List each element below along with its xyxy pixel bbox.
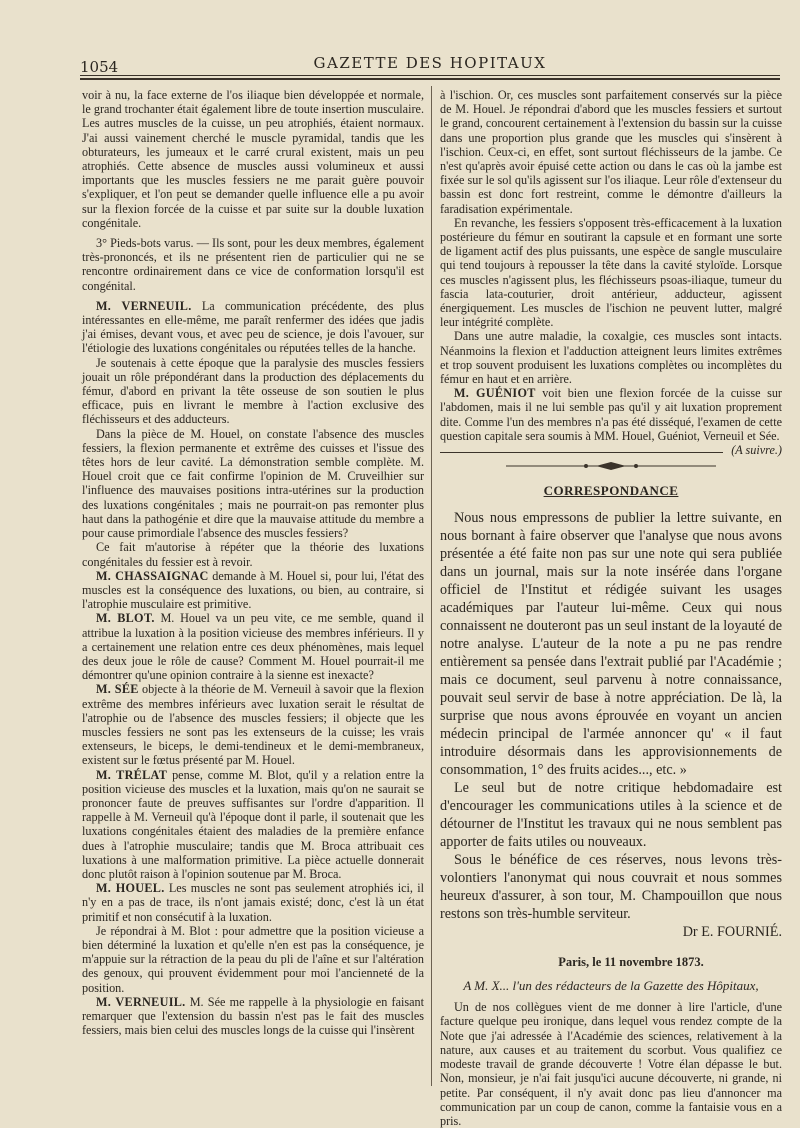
to-be-continued: (A suivre.) xyxy=(731,443,782,458)
page-number: 1054 xyxy=(80,58,119,76)
paragraph: Le seul but de notre critique hebdomadaire est d'encourager les communications utiles à la science et de détourner de l'Institut les travaux qui ne nous semblent pas apporter de faits utiles ou nouveaux. xyxy=(440,780,782,851)
paragraph: Sous le bénéfice de ces réserves, nous levons très-volontiers l'anonymat qui nous couvrait et nous sommes heureux d'assurer, à son tour, M. Champouillon que nous restons son très-humble serviteur. xyxy=(440,852,782,923)
right-column xyxy=(440,88,782,1128)
paragraph: Je répondrai à M. Blot : pour admettre que la position vicieuse a bien déterminé la luxation et qu'elle n'en est pas la conséquence, je m'appuie sur la rétraction de la peau du pli de l'aîne et sur l'altération des genoux, qui prouvent évidemment pour moi l'ancienneté de la position. xyxy=(82,923,424,995)
header-rule xyxy=(80,75,780,76)
speaker-name: M. TRÉLAT xyxy=(96,767,168,782)
letter-addressee: A M. X... l'un des rédacteurs de la Gazette des Hôpitaux, xyxy=(463,978,759,994)
speech-text: Les muscles ne sont pas seulement atrophiés ici, il n'y en a pas de trace, ils n'ont jamais existé; donc, c'est là un état primitif et non consécutif à la luxation. xyxy=(82,881,424,924)
section-title: CORRESPONDANCE xyxy=(543,483,679,499)
letter-date: Paris, le 11 novembre 1873. xyxy=(558,955,704,970)
continued-row xyxy=(440,443,782,457)
paragraph xyxy=(82,881,424,924)
page-header xyxy=(80,52,780,74)
speaker-name: M. SÉE xyxy=(96,682,139,697)
correspondence-body xyxy=(440,509,782,941)
tail-rule xyxy=(440,452,723,453)
paragraph: à l'ischion. Or, ces muscles sont parfaitement conservés sur la pièce de M. Houel. Je répondrai d'abord que les muscles fessiers et surtout le grand, concourent certainement à l'extension du bassin sur la cuisse dans une proportion plus grande que les muscles qui s'insèrent à l'ischion. Ceux-ci, en effet, sont surtout fléchisseurs de la jambe. Ce n'est qu'après avoir épuisé cette action ou dans le cas où la jambe est fixée sur le sol qu'ils agissent sur l'os iliaque. Leur rôle d'extenseur du bassin est donc fort restreint, comme le démontre d'ailleurs la faradisation expérimentale. xyxy=(440,88,782,216)
paragraph xyxy=(82,299,424,356)
speaker-name: M. CHASSAIGNAC xyxy=(96,568,209,583)
paragraph xyxy=(440,386,782,443)
paragraph xyxy=(82,569,424,612)
paragraph xyxy=(82,682,424,767)
paragraph: 3° Pieds-bots varus. — Ils sont, pour les deux membres, également très-prononcés, et ils ne présentent rien de particulier qui ne se rencontre ordinairement dans ce vice de conformation lorsqu'il est congénital. xyxy=(82,236,424,293)
speaker-name: M. HOUEL. xyxy=(96,881,165,896)
header-rule-thick xyxy=(80,78,780,80)
paragraph: Dans une autre maladie, la coxalgie, ces muscles sont intacts. Néanmoins la flexion et l'adduction atteignent leurs limites extrêmes et trop souvent produisent les luxations complètes ou incomplètes du fémur en haut et en arrière. xyxy=(440,329,782,387)
speaker-name: M. VERNEUIL. xyxy=(96,994,186,1009)
speech-text: voit bien une flexion forcée de la cuisse sur l'abdomen, mais il ne lui semble pas qu'il y ait luxation proprement dite. Comme l'un des membres n'a pas été disséqué, l'examen de cette question capitale sera soumis à MM. Houel, Guéniot, Verneuil et Sée. xyxy=(440,386,782,443)
journal-title: GAZETTE DES HOPITAUX xyxy=(313,54,547,72)
speech-text: M. Houel va un peu vite, ce me semble, quand il attribue la luxation à la position vicieuse des membres inférieurs. Il y a certainement une relation entre ces deux phénomènes, mais lequel des deux joue le rôle de cause? Comment M. Houel pourrait-il me démontrer qu'une opinion contraire à la sienne est inexacte? xyxy=(82,611,424,683)
speech-text: La communication précédente, des plus intéressantes en elle-même, me paraît renfermer des idées que jadis j'ai émises, devant vous, et avec peu de science, je dois l'avouer, sur l'étiologie des luxations congénitales ou réputées telles de la hanche. xyxy=(82,298,424,356)
speech-text: objecte à la théorie de M. Verneuil à savoir que la flexion extrême des membres inférieurs avec luxation serait le résultat de l'atrophie ou de l'absence des muscles fessiers; il objecte que les muscles fessiers ne sont pas les extenseurs de la cuisse; les vrais extenseurs, le biceps, le demi-tendineux et le demi-membraneux, existent sur le fœtus présenté par M. Houel. xyxy=(82,682,424,768)
paragraph: Ce fait m'autorise à répéter que la théorie des luxations congénitales du fessier est à revoir. xyxy=(82,540,424,569)
speaker-name: M. VERNEUIL. xyxy=(96,298,192,313)
ornament-divider xyxy=(506,461,716,471)
paragraph: voir à nu, la face externe de l'os iliaque bien développée et normale, le grand trochanter était également libre de toute insertion musculaire. Les autres muscles de la cuisse, un peu atrophiés, étaient normaux. J'ai aussi vainement cherché le muscle pyramidal, tandis que les obturateurs, les jumeaux et le carré crural existent, mais un peu atrophiés. Cette absence de muscles aussi volumineux et aussi importants que les muscles fessiers ne me parait guère pouvoir s'expliquer, et l'on peut se demander quelle influence elle a pu avoir sur la flexion forcée de la cuisse et par suite sur la double luxation congénitale. xyxy=(82,88,424,230)
paragraph: Nous nous empressons de publier la lettre suivante, en nous bornant à faire observer que l'analyse que nous avons présentée a été faite non pas sur une note qui sera publiée dans un journal, mais sur la note insérée dans l'organe officiel de l'Institut et rédigée suivant les usages académiques par l'auteur lui-même. Ceux qui nous connaissent ne douteront pas un seul instant de la loyauté de notre analyse. L'auteur de la note a pu ne pas rendre entièrement sa pensée dans l'extrait publié par l'Académie ; mais ce document, seul parvenu à notre connaissance, pouvait seul servir de base à notre appréciation. De là, la surprise que nous avons éprouvée en voyant un ancien médecin principal de l'armée annoncer qu' « il faut introduire désormais dans les approvisionnements de consommation, 1° des fruits acides..., etc. » xyxy=(440,510,782,779)
speech-text: demande à M. Houel si, pour lui, l'état des muscles est la conséquence des luxations, ou bien, au contraire, si l'atrophie musculaire est primitive. xyxy=(82,568,424,612)
paragraph: Un de nos collègues vient de me donner à lire l'article, d'une facture quelque peu ironique, dans lequel vous rendez compte de la Note que j'ai adressée à l'Académie des sciences, relativement à la nature, aux causes et au traitement du scorbut. Vous qualifiez ce modeste travail de grande découverte ! Votre élan dépasse le but. Non, monsieur, je n'ai fait jusqu'ici aucune découverte, ni grande, ni petite. Par conséquent, il n'y avait donc pas lieu d'annoncer ma communication par un coup de canon, comme la fantaisie vous en a pris. xyxy=(440,1000,782,1128)
speaker-name: M. BLOT. xyxy=(96,611,155,626)
paragraph xyxy=(82,768,424,882)
speaker-name: M. GUÉNIOT xyxy=(454,386,536,401)
letter-body xyxy=(440,1000,782,1128)
paragraph: Je soutenais à cette époque que la paralysie des muscles fessiers jouait un rôle prépondérant dans la production des déplacements du fémur, d'abord en privant la tête osseuse de son soutien le plus efficace, puis en livrant le membre à l'action exclusive des fléchisseurs et des adducteurs. xyxy=(82,355,424,427)
paragraph xyxy=(82,995,424,1038)
discussion-continuation xyxy=(440,88,782,471)
speech-text: M. Sée me rappelle à la physiologie en faisant remarquer que l'extension du bassin n'est pas le fait des muscles fessiers, mais bien celui des muscles longs de la cuisse qui l'insèrent xyxy=(82,994,424,1038)
left-column xyxy=(82,88,424,1037)
column-divider xyxy=(431,86,432,1086)
speech-text: pense, comme M. Blot, qu'il y a relation entre la position vicieuse des muscles et la luxation, mais qu'on ne saurait se prononcer faute de preuves suffisantes sur l'ordre d'apparition. Il rappelle à M. Verneuil qu'à l'époque dont il parle, il soutenait que les luxations congénitales étaient des maladies de la première enfance dues à l'atrophie musculaire; tandis que M. Broca attribuait ces luxations à une malformation primitive. La pièce actuelle donnerait donc plutôt raison à l'opinion soutenue par M. Broca. xyxy=(82,767,424,881)
paragraph: En revanche, les fessiers s'opposent très-efficacement à la luxation postérieure du fémur en soutirant la capsule et en formant une sorte de ligament actif des plus puissants, une espèce de sangle musculaire qui tend toujours à repousser la tête dans la cavité styloïde. Lorsque ces muscles n'agissent plus, les fléchisseurs psoas-iliaque, tumeur du fascia lata-couturier, droit antérieur, adducteur, agissent énergiquement. Les muscles de l'ischion ne peuvent lutter, malgré leur intégrité complète. xyxy=(440,215,782,330)
signature: Dr E. FOURNIÉ. xyxy=(682,924,782,941)
paragraph: Dans la pièce de M. Houel, on constate l'absence des muscles fessiers, la flexion permanente et extrême des cuisses et l'issue des têtes hors de leur cavité. La démonstration semble complète. M. Houel croit que ce fait confirme l'opinion de M. Cruveilhier sur l'influence des mauvaises positions intra-utérines sur la production des luxations congénitales ; mais ne pourrait-on pas remonter plus haut dans la pathogénie et dire que la mauvaise attitude du membre a pour cause primordiale l'absence des muscles fessiers? xyxy=(82,426,424,541)
paragraph xyxy=(82,611,424,682)
